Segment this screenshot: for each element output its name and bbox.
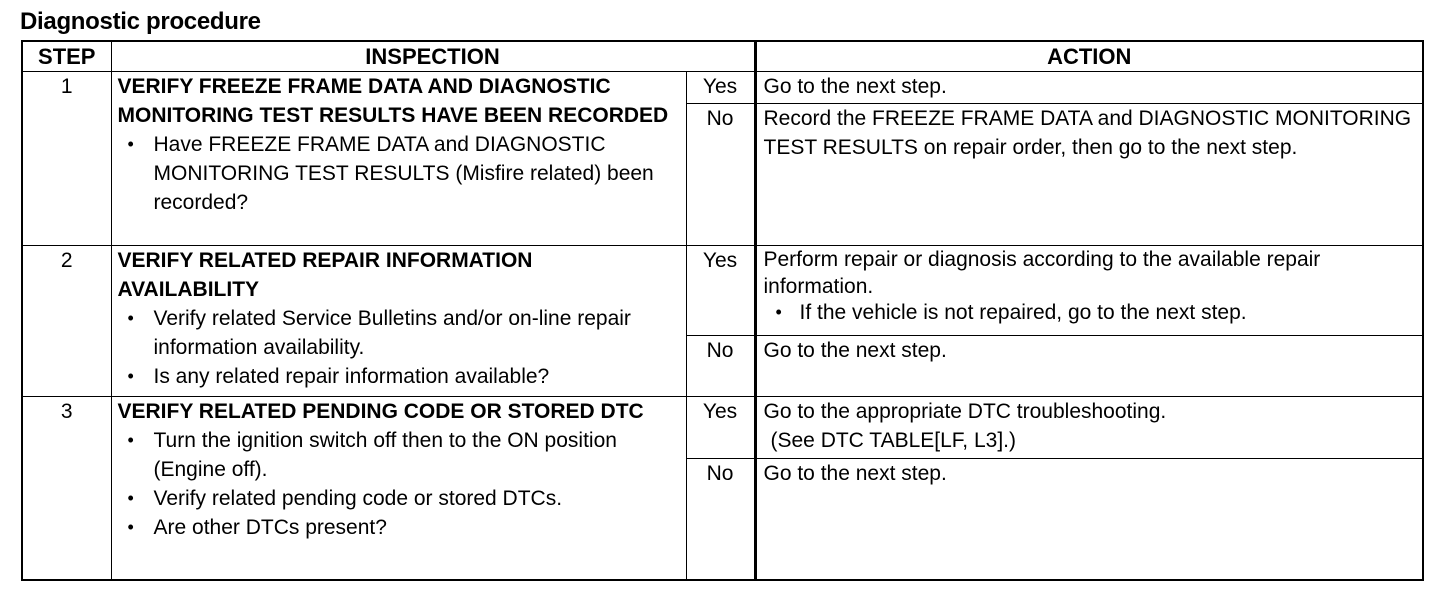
inspection-bullets — [118, 304, 672, 391]
no-action: Record the FREEZE FRAME DATA and DIAGNOSTIC MONITORING TEST RESULTS on repair order, then go to the next step. — [755, 104, 1423, 246]
inspection-bullet: • Verify related pending code or stored DTCs. — [118, 484, 672, 513]
yes-action-cell — [755, 397, 1423, 459]
inspection-heading: VERIFY RELATED REPAIR INFORMATION AVAILABILITY — [117, 249, 533, 301]
inspection-cell — [111, 397, 686, 581]
step-number: 3 — [22, 397, 111, 581]
no-action: Go to the next step. — [755, 459, 1423, 581]
table-header-row — [22, 41, 1423, 72]
inspection-cell — [111, 72, 686, 246]
yes-label: Yes — [686, 246, 755, 336]
yes-action: Go to the appropriate DTC troubleshooting. — [763, 400, 1167, 423]
inspection-heading: VERIFY RELATED PENDING CODE OR STORED DTC — [117, 400, 644, 423]
header-step: STEP — [22, 41, 111, 72]
inspection-bullet: • Verify related Service Bulletins and/or on-line repair information availability. — [118, 304, 672, 362]
table-row — [22, 397, 1423, 459]
yes-label: Yes — [686, 72, 755, 104]
action-bullets — [764, 300, 1417, 325]
inspection-bullets — [118, 130, 672, 217]
yes-action: Perform repair or diagnosis according to the available repair information. — [763, 248, 1321, 298]
inspection-bullet: • Turn the ignition switch off then to the ON position (Engine off). — [118, 426, 672, 484]
inspection-heading: VERIFY FREEZE FRAME DATA AND DIAGNOSTIC MONITORING TEST RESULTS HAVE BEEN RECORDED — [117, 75, 669, 127]
no-action: Go to the next step. — [755, 336, 1423, 397]
yes-action: Go to the next step. — [755, 72, 1423, 104]
yes-action-cell — [755, 246, 1423, 336]
inspection-bullet: • Are other DTCs present? — [118, 513, 672, 542]
header-action: ACTION — [755, 41, 1423, 72]
step-number: 2 — [22, 246, 111, 397]
step-number: 1 — [22, 72, 111, 246]
yes-label: Yes — [686, 397, 755, 459]
table-row — [22, 72, 1423, 104]
page-title: Diagnostic procedure — [20, 8, 261, 35]
action-bullet: • If the vehicle is not repaired, go to the next step. — [764, 300, 1417, 325]
no-label: No — [686, 104, 755, 246]
inspection-cell — [111, 246, 686, 397]
header-inspection: INSPECTION — [111, 41, 755, 72]
inspection-bullet: • Is any related repair information available? — [118, 362, 672, 391]
inspection-bullet: • Have FREEZE FRAME DATA and DIAGNOSTIC MONITORING TEST RESULTS (Misfire related) been recorded? — [118, 130, 672, 217]
diagnostic-procedure-table — [21, 40, 1424, 581]
dtc-table-reference: (See DTC TABLE[LF, L3].) — [770, 429, 1016, 452]
table-row — [22, 246, 1423, 336]
no-label: No — [686, 459, 755, 581]
inspection-bullets — [118, 426, 672, 542]
no-label: No — [686, 336, 755, 397]
